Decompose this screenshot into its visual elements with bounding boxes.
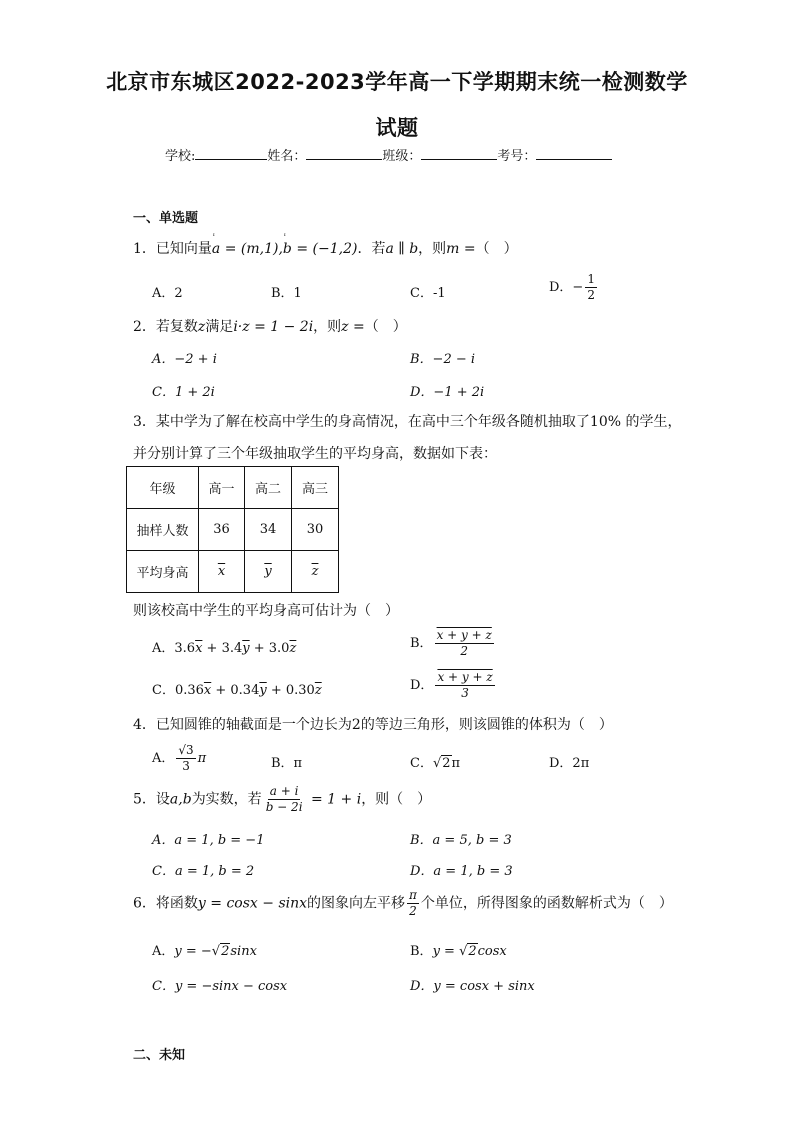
- table-row: [127, 509, 339, 551]
- q1-option-d[interactable]: D．− $\frac{1}{2}$: [549, 272, 595, 302]
- question-5: 5．设a,b为实数，若 $\frac{a + i}{b - 2i}$ = 1 + i，则（ ）: [133, 784, 432, 814]
- question-1: 1．已知向量 ᶦ a = (m,1), ᶦ b = (−1,2)．若a ∥ b，则m =（ ）: [133, 232, 518, 257]
- exam-no-blank[interactable]: [536, 147, 612, 160]
- q5-option-c[interactable]: C．a = 1, b = 2: [152, 864, 255, 879]
- height-data-table: [126, 466, 339, 593]
- question-4: 4．已知圆锥的轴截面是一个边长为2的等边三角形，则该圆锥的体积为（ ）: [133, 717, 613, 733]
- q4-option-b[interactable]: B．π: [271, 756, 303, 771]
- q5-option-d[interactable]: D．a = 1, b = 3: [410, 864, 513, 879]
- q1-text: 1．已知向量: [133, 241, 212, 257]
- table-cell: $\overline{x}$: [199, 551, 245, 593]
- name-blank[interactable]: [306, 147, 382, 160]
- question-2: 2．若复数z满足i·z = 1 − 2i，则z =（ ）: [133, 319, 407, 335]
- q3-option-a[interactable]: A．$3.6\overline{x} + 3.4\overline{y} + 3.0\overline{z}$: [152, 641, 297, 656]
- table-row: [127, 467, 339, 509]
- exam-title-line2: 试题: [375, 116, 419, 140]
- vector-b: ᶦ b: [282, 232, 292, 257]
- question-6: 6．将函数y = cosx − sinx的图象向左平移 $\frac{\pi}{2}$ 个单位，所得图象的函数解析式为（ ）: [133, 888, 673, 918]
- q5-option-b[interactable]: B．a = 5, b = 3: [410, 833, 512, 848]
- vector-a: ᶦ a: [211, 232, 221, 257]
- table-row: [127, 551, 339, 593]
- q1-option-c[interactable]: C．-1: [410, 286, 446, 301]
- q1-option-b[interactable]: B．1: [271, 286, 302, 301]
- q2-option-a[interactable]: A．−2 + i: [152, 352, 217, 367]
- table-cell: $\overline{y}$: [245, 551, 292, 593]
- table-cell: 高三: [292, 467, 339, 509]
- exam-title-line1: 北京市东城区2022-2023学年高一下学期期末统一检测数学: [106, 70, 688, 94]
- q2-option-c[interactable]: C．1 + 2i: [152, 385, 215, 400]
- table-cell: $\overline{z}$: [292, 551, 339, 593]
- table-cell: 34: [245, 509, 292, 551]
- school-label: 学校:: [165, 149, 196, 164]
- q6-option-a[interactable]: A．y = −√2sinx: [152, 944, 257, 959]
- table-cell: 年级: [127, 467, 199, 509]
- q3-option-d[interactable]: D． $\frac{x + y + z}{3}$: [410, 670, 493, 700]
- student-info-line: [165, 145, 612, 164]
- answer-paren: （ ）: [475, 241, 518, 257]
- class-blank[interactable]: [421, 147, 497, 160]
- parallel-a: a: [385, 241, 394, 257]
- question-3-line2: 并分别计算了三个年级抽取学生的平均身高，数据如下表：: [133, 446, 497, 462]
- class-label: 班级：: [382, 149, 422, 164]
- vector-a-value: = (m,1),: [220, 241, 283, 257]
- q3-option-c[interactable]: C．$0.36\overline{x} + 0.34\overline{y} + 0.30\overline{z}$: [152, 683, 322, 698]
- parallel-b: b: [409, 241, 419, 257]
- exam-no-label: 考号：: [497, 149, 537, 164]
- q4-option-a[interactable]: A． $\frac{√3}{3}$ π: [152, 743, 207, 773]
- name-label: 姓名：: [267, 149, 307, 164]
- vector-b-value: = (−1,2): [291, 241, 358, 257]
- section-heading-unknown: 二、未知: [133, 1048, 186, 1063]
- table-cell: 抽样人数: [127, 509, 199, 551]
- q6-option-c[interactable]: C．y = −sinx − cosx: [152, 979, 288, 994]
- question-3-line1: 3．某中学为了解在校高中学生的身高情况，在高中三个年级各随机抽取了10% 的学生，: [133, 414, 682, 430]
- q4-option-c[interactable]: C．√2π: [410, 756, 461, 771]
- q1-option-a[interactable]: A．2: [152, 286, 183, 301]
- table-cell: 30: [292, 509, 339, 551]
- q4-option-d[interactable]: D．2π: [549, 756, 590, 771]
- table-cell: 高一: [199, 467, 245, 509]
- q6-option-b[interactable]: B．y = √2cosx: [410, 944, 507, 959]
- q6-option-d[interactable]: D．y = cosx + sinx: [410, 979, 535, 994]
- table-cell: 高二: [245, 467, 292, 509]
- question-3-line3: 则该校高中学生的平均身高可估计为（ ）: [133, 603, 399, 619]
- q5-option-a[interactable]: A．a = 1, b = −1: [152, 833, 265, 848]
- q3-option-b[interactable]: B． $\frac{x + y + z}{2}$: [410, 628, 492, 658]
- q2-option-d[interactable]: D．−1 + 2i: [410, 385, 485, 400]
- parallel-symbol: ∥: [393, 241, 410, 257]
- table-cell: 36: [199, 509, 245, 551]
- q2-option-b[interactable]: B．−2 − i: [410, 352, 476, 367]
- school-blank[interactable]: [195, 147, 267, 160]
- section-heading-single-choice: 一、单选题: [133, 211, 199, 226]
- m-equals: m =: [446, 241, 476, 257]
- table-cell: 平均身高: [127, 551, 199, 593]
- q2-equation: i·z = 1 − 2i: [233, 319, 314, 335]
